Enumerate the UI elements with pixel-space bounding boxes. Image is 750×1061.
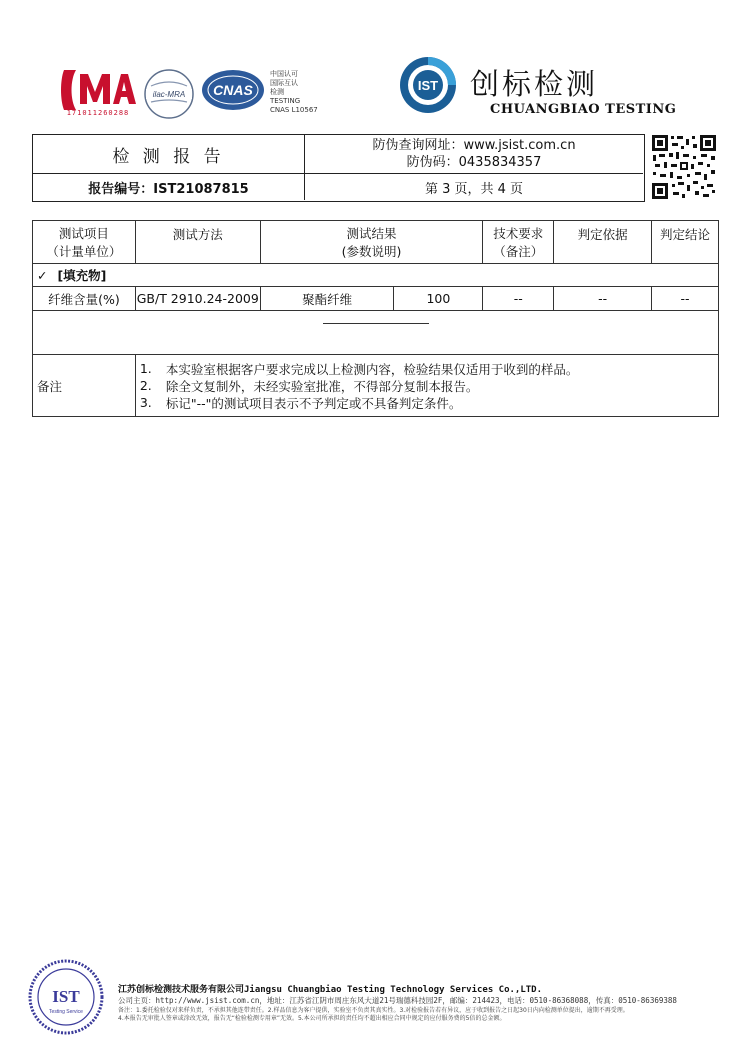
list-item: 2. 除全文复制外，未经实验室批准，不得部分复制本报告。 (139, 378, 479, 394)
test-results-table (32, 220, 719, 417)
header-result: 测试结果 (参数说明) (260, 221, 483, 264)
cnas-line: TESTING (270, 97, 301, 105)
cma-number: 171011260288 (66, 109, 130, 117)
footer-note-line: 备注：1.委托检验仅对来样负责，不承担其他连带责任。2.样品信息为客户提供，实验室不负责其真实性。3.对检验报告若有异议，应于收到报告之日起30日内向检测单位提出，逾期不再受理。 (118, 1007, 629, 1014)
brand-name-en: CHUANGBIAO TESTING (490, 102, 677, 117)
report-title: 检 测 报 告 (33, 135, 305, 174)
row-conclusion: -- (652, 287, 719, 311)
section-row (33, 264, 719, 287)
header-item: 测试项目 （计量单位） (33, 221, 136, 264)
report-number: 报告编号：IST21087815 (33, 174, 305, 200)
remarks-row (33, 355, 719, 417)
blank-row (33, 311, 719, 355)
table-header-row (33, 221, 719, 264)
ilac-mra-logo-icon (143, 68, 195, 120)
row-requirement: -- (483, 287, 554, 311)
page-indicator: 第 3 页，共 4 页 (424, 181, 524, 197)
remarks-label: 备注 (33, 355, 136, 417)
ist-seal-icon (27, 958, 105, 1036)
header-conclusion: 判定结论 (652, 221, 719, 264)
ist-logo-label: IST (417, 78, 439, 93)
footer-notes (118, 1007, 718, 1023)
header-requirement: 技术要求 （备注） (483, 221, 554, 264)
list-item: 1. 本实验室根据客户要求完成以上检测内容，检验结果仅适用于收到的样品。 (139, 361, 579, 377)
seal-label: IST (52, 987, 80, 1006)
cnas-logo-icon (200, 68, 266, 112)
seal-subtext: Testing Service (49, 1009, 83, 1015)
check-icon: ✓ (37, 268, 48, 283)
cnas-accreditation-text (270, 70, 318, 115)
row-item: 纤维含量(%) (33, 287, 136, 311)
footer-contact: 公司主页：http://www.jsist.com.cn，地址：江苏省江阴市周庄东风大道21号瑞德科技园2F，邮编：214423，电话：0510-86368088，传真：0510-86369388 (118, 996, 677, 1005)
footer-note-line: 4.本报告无审批人签章或涂改无效，报告无“检验检测专用章”无效。5.本公司所承担的责任均不超出相应合同中规定的应付服务费的5倍的总金额。 (118, 1015, 506, 1022)
cnas-line: CNAS L10567 (270, 106, 318, 114)
row-value: 100 (394, 287, 483, 311)
end-divider (323, 323, 429, 324)
cnas-line: 检测 (270, 88, 284, 96)
cnas-line: 中国认可 (270, 70, 298, 78)
section-label: [填充物] (57, 268, 107, 283)
list-item: 3. 标记"--"的测试项目表示不予判定或不具备判定条件。 (139, 395, 462, 411)
header-basis: 判定依据 (554, 221, 652, 264)
remarks-list (136, 360, 718, 411)
header-method: 测试方法 (135, 221, 260, 264)
footer-company: 江苏创标检测技术服务有限公司Jiangsu Chuangbiao Testing Technology Services Co.,LTD. (118, 985, 543, 995)
cnas-line: 国际互认 (270, 79, 298, 87)
verify-info (305, 135, 643, 174)
verify-url: 防伪查询网址：www.jsist.com.cn (372, 138, 576, 153)
ilac-label: ilac-MRA (152, 90, 186, 99)
qr-code-icon (651, 134, 717, 200)
ist-logo-icon (398, 55, 458, 115)
verify-code: 防伪码：0435834357 (406, 155, 542, 170)
table-row (33, 287, 719, 311)
cnas-label: CNAS (213, 82, 253, 98)
row-basis: -- (554, 287, 652, 311)
row-param: 聚酯纤维 (260, 287, 394, 311)
brand-name-cn: 创标检测 (470, 67, 599, 101)
row-method: GB/T 2910.24-2009 (135, 287, 260, 311)
report-info-table (32, 134, 645, 202)
